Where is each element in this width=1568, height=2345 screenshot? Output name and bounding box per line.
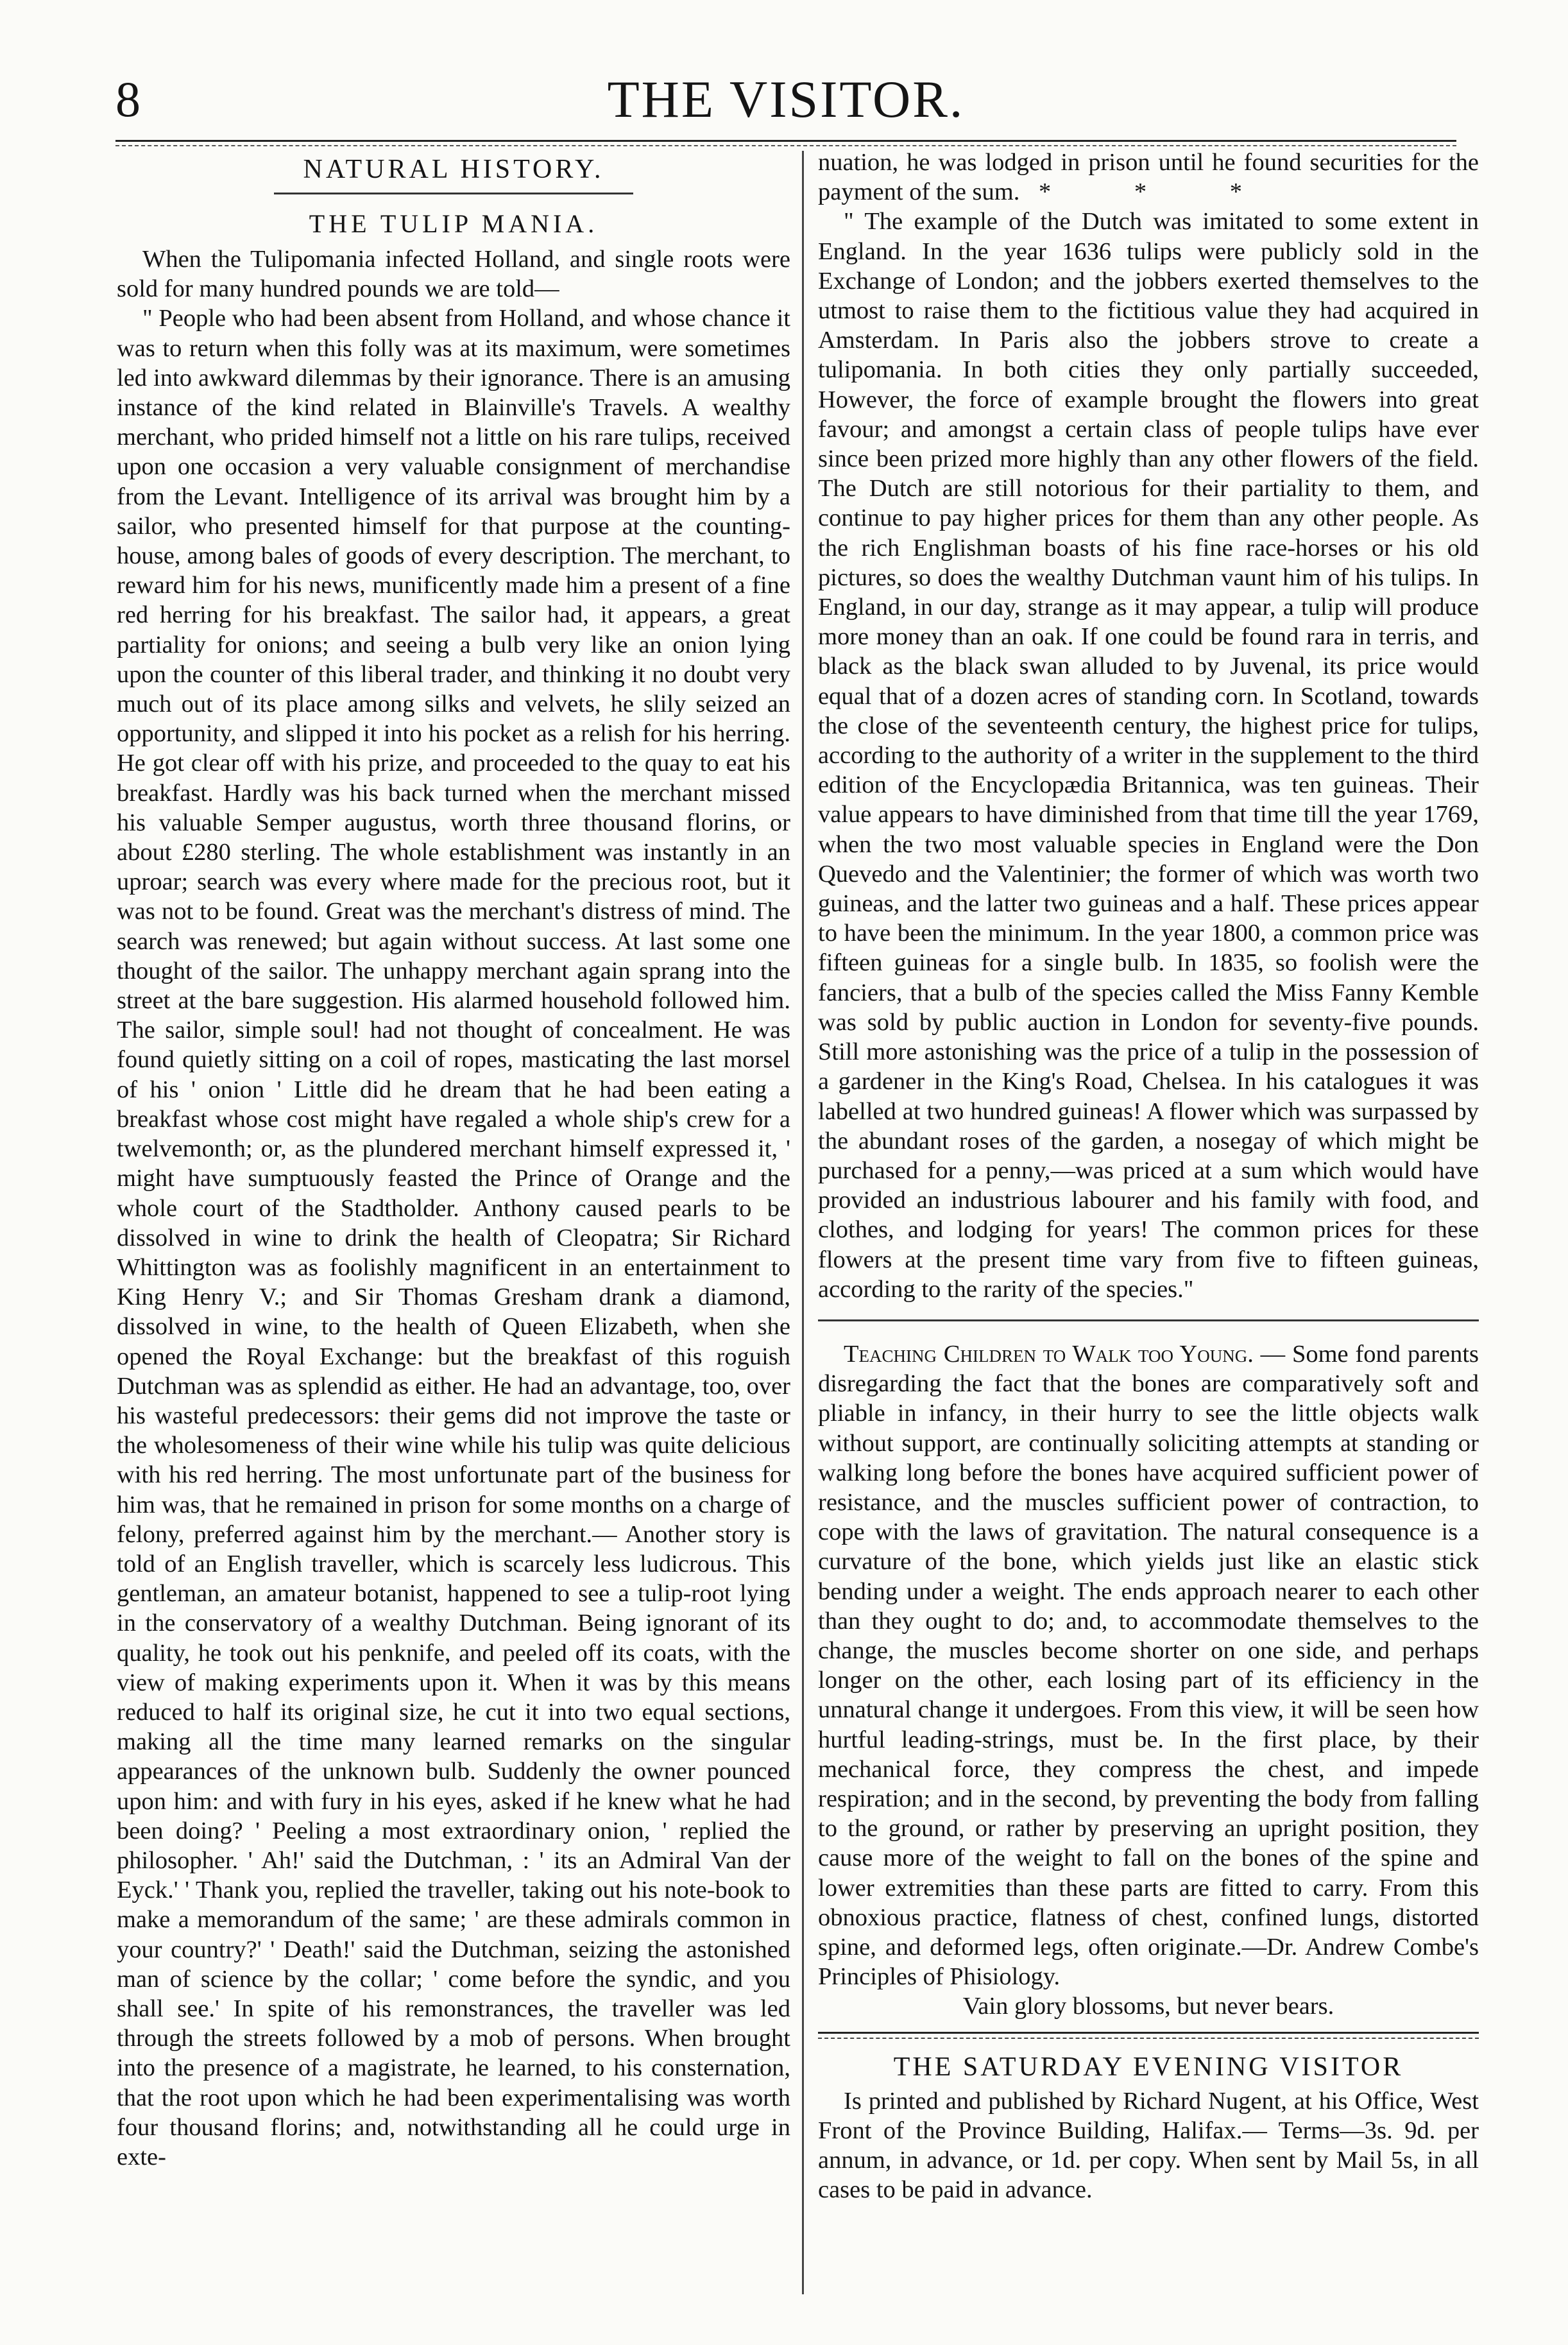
section-rule	[274, 193, 633, 194]
motto: Vain glory blossoms, but never bears.	[962, 1993, 1334, 2020]
masthead-title: THE VISITOR.	[607, 70, 965, 128]
article-paragraph: " People who had been absent from Holland, and whose chance it was to return when this folly was at its maximum, were sometimes led into awkward dilemmas by their ignorance. There is an amusing instance of the kind related in Blainville's Travels. A wealthy merchant, who prided himself not a little on his rare tulips, received upon one occasion a very valuable consignment of merchandise from the Levant. Intelligence of its arrival was brought him by a sailor, who presented himself for that purpose at the counting-house, among bales of goods of every description. The merchant, to reward him for his news, munificently made him a present of a fine red herring for his breakfast. The sailor had, it appears, a great partiality for onions; and seeing a bulb very like an onion lying upon the counter of this liberal trader, and thinking it no doubt very much out of its place among silks and velvets, he slily seized an opportunity, and slipped it into his pocket as a relish for his herring. He got clear off with his prize, and proceeded to the quay to eat his breakfast. Hardly was his back turned when the merchant missed his valuable Semper augustus, worth three thousand florins, or about £280 sterling. The whole establishment was instantly in an uproar; search was every where made for the precious root, but it was not to be found. Great was the merchant's distress of mind. The search was renewed; but again without success. At last some one thought of the sailor. The unhappy merchant again sprang into the street at the bare suggestion. His alarmed household followed him. The sailor, simple soul! had not thought of concealment. He was found quietly sitting on a coil of ropes, masticating the last morsel of his ' onion ' Little did he dream that he had been eating a breakfast whose cost might have regaled a whole ship's crew for a twelvemonth; or, as the plundered merchant himself expressed it, ' might have sumptuously feasted the Prince of Orange and the whole court of the Stadtholder. Anthony caused pearls to be dissolved in wine to drink the health of Cleopatra; Sir Richard Whittington was as foolishly magnificent in an entertainment to King Henry V.; and Sir Thomas Gresham drank a diamond, dissolved in wine, to the health of Queen Elizabeth, when she opened the Royal Exchange: but the breakfast of this roguish Dutchman was as splendid as either. He had an advantage, too, over his wasteful predecessors: their gems did not improve the taste or the wholesomeness of their wine while his tulip was quite delicious with his red herring. The most unfortunate part of the business for him was, that he remained in prison for some months on a charge of felony, preferred against him by the merchant.— Another story is told of an English traveller, which is scarcely less ludicrous. This gentleman, an amateur botanist, happened to see a tulip-root lying in the conservatory of a wealthy Dutchman. Being ignorant of its quality, he took out his penknife, and peeled off its coats, with the view of making experiments upon it. When it was by this means reduced to half its original size, he cut it into two equal sections, making all the time many learned remarks on the singular appearances of the unknown bulb. Suddenly the owner pounced upon him: and with fury in his eyes, asked if he knew what he had been doing? ' Peeling a most extraordinary onion, ' replied the philosopher. ' Ah!' said the Dutchman, : ' its an Admiral Van der Eyck.' ' Thank you, replied the traveller, taking out his note-book to make a memorandum of the same; ' are these admirals common in your country?' ' Death!' said the Dutchman, seizing the astonished man of science by the collar; ' come before the syndic, and you shall see.' In spite of his remonstrances, the traveller was led through the streets followed by a mob of persons. When brought into the presence of a magistrate, he learned, to his consternation, that the root upon which he had been experimentalising was worth four thousand florins; and, notwithstanding all he could urge in exte-	[117, 305, 791, 2170]
imprint-body: Is printed and published by Richard Nugent, at his Office, West Front of the Province Building, Halifax.— Terms—3s. 9d. per annum, in advance, or 1d. per copy. When sent by Mail 5s, in all cases to be paid in advance.	[818, 2087, 1479, 2204]
section-stars: * * *	[1038, 178, 1281, 206]
article-title: THE TULIP MANIA.	[309, 209, 599, 238]
teaching-heading: Teaching Children to Walk too Young.	[844, 1340, 1254, 1368]
teaching-body: — Some fond parents disregarding the fact that the bones are comparatively soft and pliable in infancy, in their hurry to see the little objects walk without support, are continually soliciting attempts at standing or walking long before the bones have acquired sufficient power of resistance, and the muscles sufficient power of contraction, to cope with the laws of gravitation. The natural consequence is a curvature of the bone, which yields just like an elastic stick bending under a weight. The ends approach nearer to each other than they ought to do; and, to accommodate themselves to the change, the muscles become shorter on one side, and perhaps longer on the other, each losing part of its efficiency in the unnatural change it undergoes. From this view, it will be seen how hurtful leading-strings, must be. In the first place, by their mechanical force, they compress the chest, and impede respiration; and in the second, by preventing the body from falling to the ground, or rather by preserving an upright position, they cause more of the weight to fall on the bones of the spine and lower extremities than these parts are fitted to carry. From this obnoxious practice, flatness of chest, confined lungs, distorted spine, and deformed legs, often originate.—Dr. Andrew Combe's Principles of Phisiology.	[818, 1340, 1479, 1991]
article-paragraph-2: " The example of the Dutch was imitated to some extent in England. In the year 1636 tulips were publicly sold in the Exchange of London; and the jobbers exerted themselves to the utmost to raise them to the fictitious value they had acquired in Amsterdam. In Paris also the jobbers strove to create a tulipomania. In both cities they only partially succeeded, However, the force of example brought the flowers into great favour; and amongst a certain class of people tulips have ever since been prized more highly than any other flowers of the field. The Dutch are still notorious for their partiality to them, and continue to pay higher prices for them than any other people. As the rich Englishman boasts of his fine race-horses or his old pictures, so does the wealthy Dutchman vaunt him of his tulips. In England, in our day, strange as it may appear, a tulip will produce more money than an oak. If one could be found rara in terris, and black as the black swan alluded to by Juvenal, its price would equal that of a dozen acres of standing corn. In Scotland, towards the close of the seventeenth century, the highest price for tulips, according to the authority of a writer in the supplement to the third edition of the Encyclopædia Britannica, was ten guineas. Their value appears to have diminished from that time till the year 1769, when the two most valuable species in England were the Don Quevedo and the Valentinier; the former of which was worth two guineas, and the latter two guineas and a half. These prices appear to have been the minimum. In the year 1800, a common price was fifteen guineas for a single bulb. In 1835, so foolish were the fanciers, that a bulb of the species called the Miss Fanny Kemble was sold by public auction in London for seventy-five pounds. Still more astonishing was the price of a tulip in the possession of a gardener in the King's Road, Chelsea. In his catalogues it was labelled at two hundred guineas! A flower which was surpassed by the abundant roses of the garden, a nosegay of which might be purchased for a penny,—was priced at a sum which would have provided an industrious labourer and his family with food, and clothes, and lodging for years! The common prices for these flowers at the present time vary from five to fifteen guineas, according to the rarity of the species."	[818, 208, 1479, 1303]
header-rule-dashed	[115, 145, 1456, 146]
page-header	[115, 64, 1456, 141]
header-rule	[115, 140, 1456, 142]
left-column	[117, 148, 790, 2172]
article-intro: When the Tulipomania infected Holland, and single roots were sold for many hundred pounds we are told—	[117, 246, 790, 303]
imprint-title: THE SATURDAY EVENING VISITOR	[893, 2052, 1404, 2082]
section-heading: NATURAL HISTORY.	[303, 155, 604, 184]
continuation-text: nuation, he was lodged in prison until he found securities for the payment of the sum.	[818, 149, 1479, 206]
article-separator	[818, 1319, 1479, 1321]
right-column	[818, 148, 1479, 2204]
article-continuation	[818, 148, 1479, 207]
page-number: 8	[115, 71, 141, 127]
column-divider	[802, 151, 804, 2294]
imprint-rule	[818, 2032, 1479, 2039]
teaching-article	[818, 1339, 1479, 1991]
